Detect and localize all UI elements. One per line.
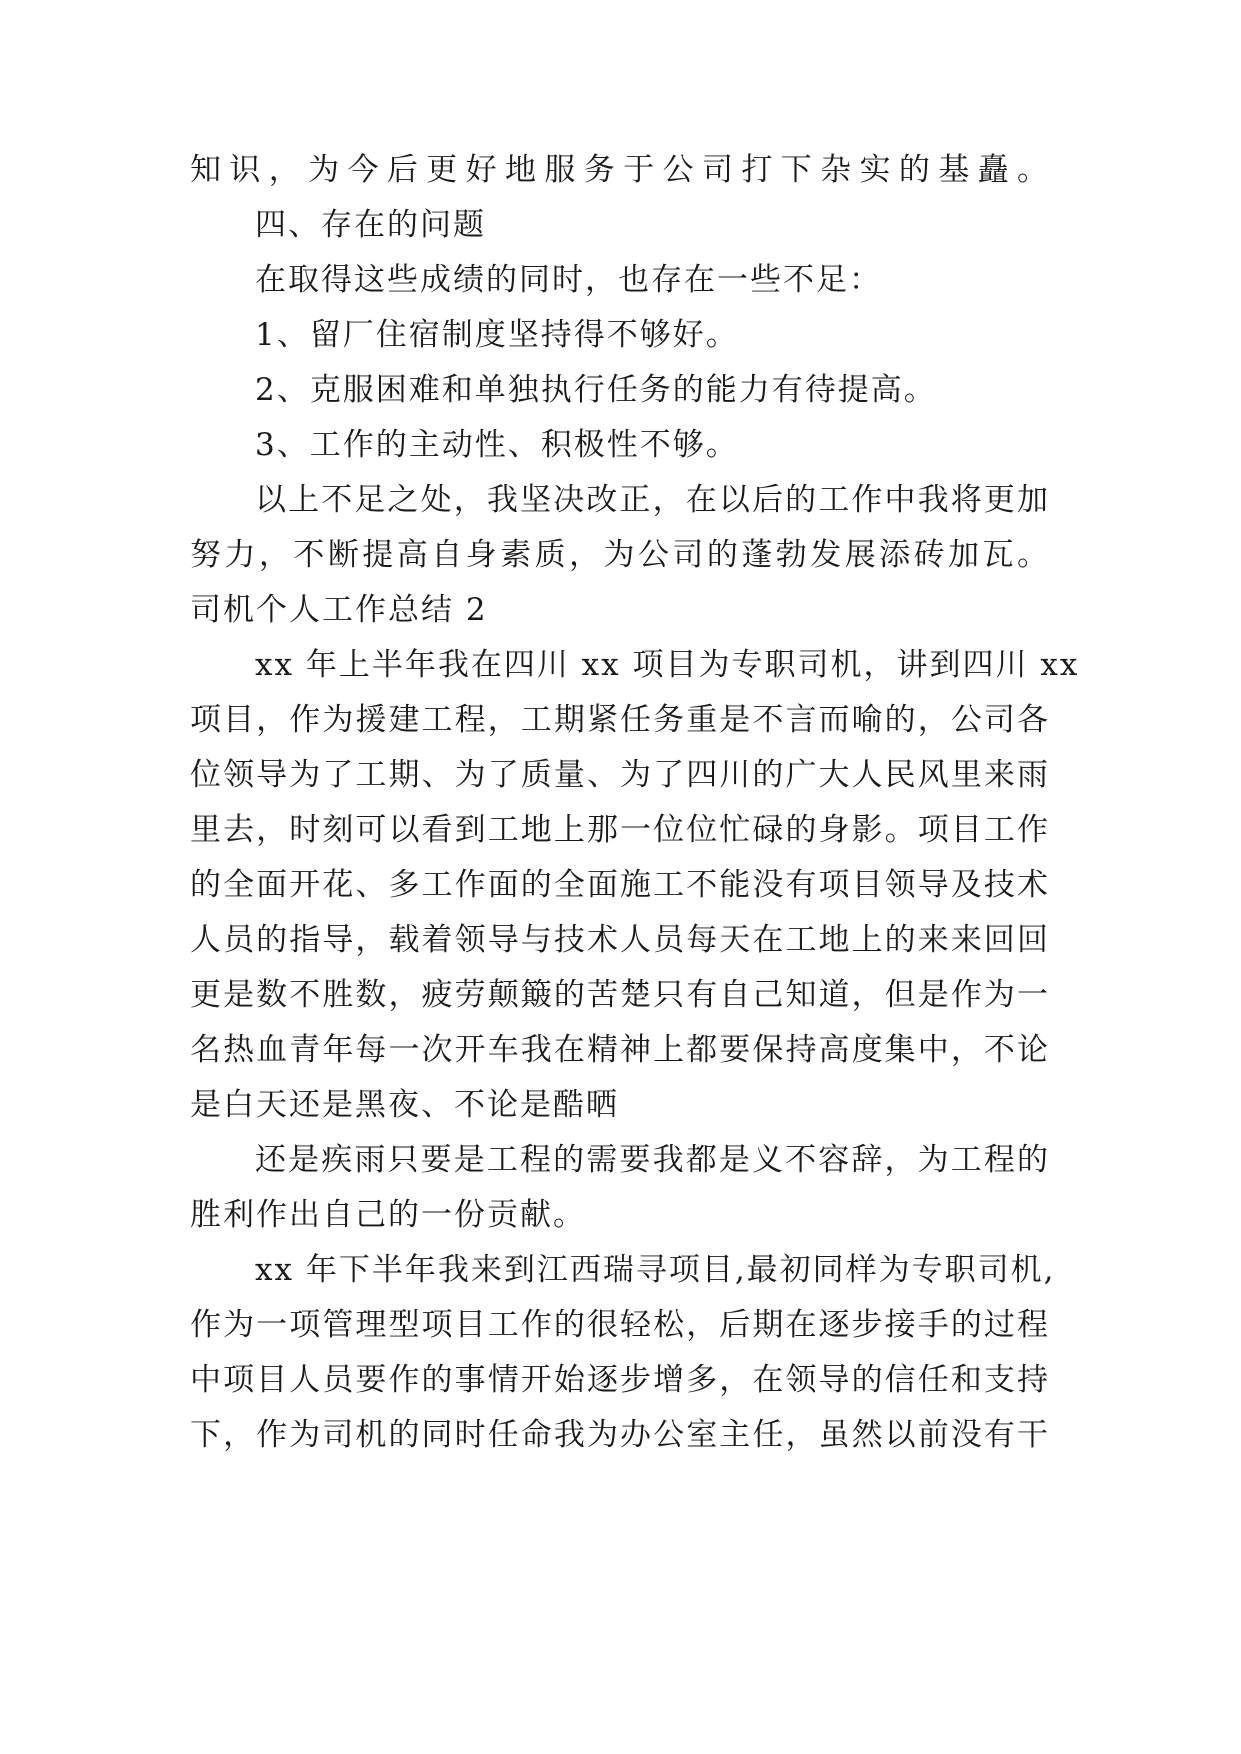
document-heading: 司机个人工作总结 2 bbox=[190, 592, 488, 628]
text-line: 里去，时刻可以看到工地上那一位位忙碌的身影。项目工作 bbox=[190, 812, 1050, 848]
text-line: 作为一项管理型项目工作的很轻松，后期在逐步接手的过程 bbox=[190, 1307, 1050, 1343]
text-line: xx 年上半年我在四川 xx 项目为专职司机，讲到四川 xx bbox=[255, 647, 1080, 683]
text-line: 的全面开花、多工作面的全面施工不能没有项目领导及技术 bbox=[190, 867, 1050, 903]
list-item: 1、留厂住宿制度坚持得不够好。 bbox=[255, 317, 739, 353]
text-line: 还是疾雨只要是工程的需要我都是义不容辞，为工程的 bbox=[255, 1142, 1050, 1178]
list-item: 3、工作的主动性、积极性不够。 bbox=[255, 427, 739, 463]
section-heading: 四、存在的问题 bbox=[255, 207, 486, 243]
text-line: 名热血青年每一次开车我在精神上都要保持高度集中，不论 bbox=[190, 1032, 1050, 1068]
text-line: 努力，不断提高自身素质，为公司的蓬勃发展添砖加瓦。 bbox=[190, 537, 1050, 573]
text-line: 以上不足之处，我坚决改正，在以后的工作中我将更加 bbox=[255, 482, 1050, 518]
text-line: 位领导为了工期、为了质量、为了四川的广大人民风里来雨 bbox=[190, 757, 1050, 793]
text-line: 下，作为司机的同时任命我为办公室主任，虽然以前没有干 bbox=[190, 1417, 1050, 1453]
text-line: 在取得这些成绩的同时，也存在一些不足： bbox=[255, 262, 882, 298]
text-line: 人员的指导，载着领导与技术人员每天在工地上的来来回回 bbox=[190, 922, 1050, 958]
text-line: 更是数不胜数，疲劳颠簸的苦楚只有自己知道，但是作为一 bbox=[190, 977, 1050, 1013]
text-line: 知识，为今后更好地服务于公司打下杂实的基矗。 bbox=[190, 152, 1050, 188]
text-line: xx 年下半年我来到江西瑞寻项目,最初同样为专职司机, bbox=[255, 1252, 1056, 1288]
text-line: 是白天还是黑夜、不论是酷晒 bbox=[190, 1087, 619, 1123]
text-line: 中项目人员要作的事情开始逐步增多，在领导的信任和支持 bbox=[190, 1362, 1050, 1398]
text-line: 胜利作出自己的一份贡献。 bbox=[190, 1197, 586, 1233]
list-item: 2、克服困难和单独执行任务的能力有待提高。 bbox=[255, 372, 937, 408]
text-line: 项目，作为援建工程，工期紧任务重是不言而喻的，公司各 bbox=[190, 702, 1050, 738]
